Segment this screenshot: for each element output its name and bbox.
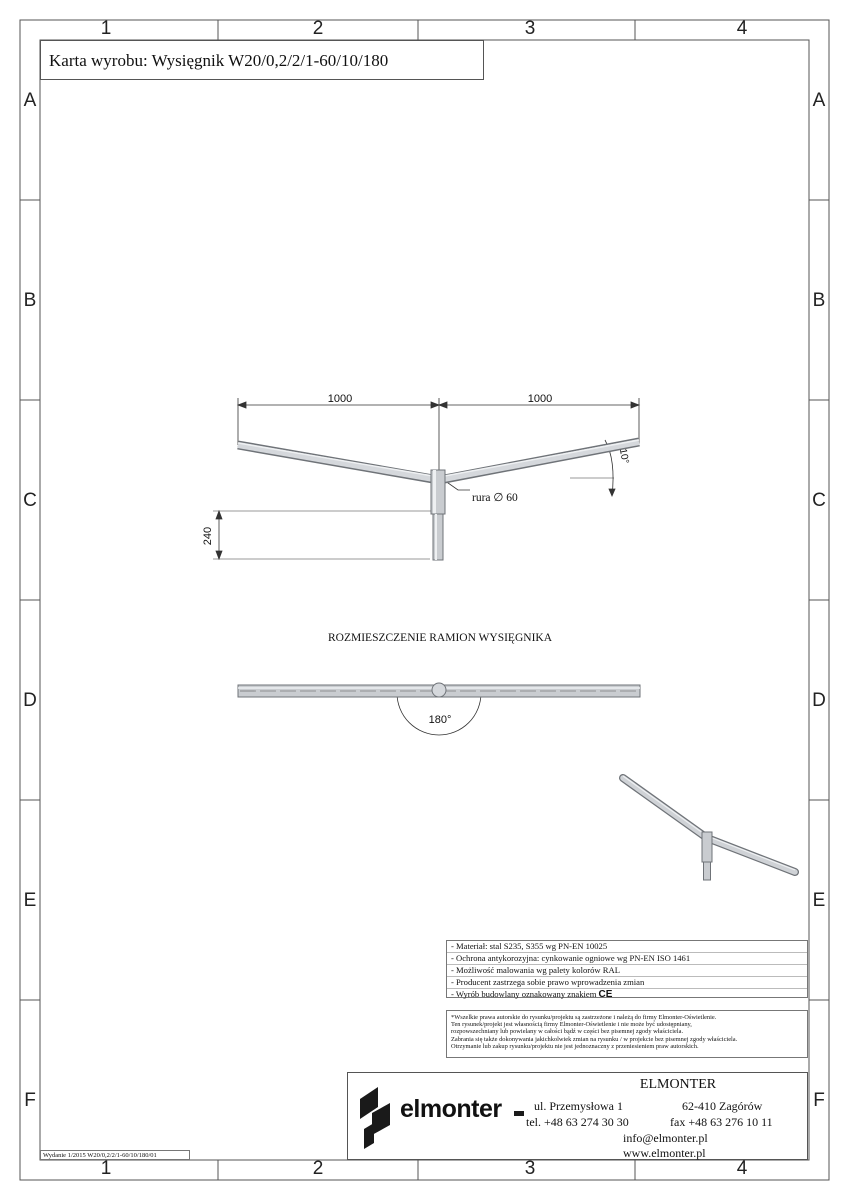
copyright-line: Otrzymanie lub zakup rysunku/projektu nie jest jednoznaczny z przeniesieniem praw autorskich. xyxy=(451,1042,699,1050)
grid-row-d-left: D xyxy=(23,690,37,711)
logo-dot xyxy=(514,1111,524,1116)
copyright-line: Zabrania się także dokonywania jakichkolwiek zmian na rysunku / w projekcie bez pisemnej zgody właściciela. xyxy=(451,1035,738,1043)
company-fax: fax +48 63 276 10 11 xyxy=(670,1115,773,1129)
dimension-right-arm: 1000 xyxy=(527,393,553,405)
product-card-title: Karta wyrobu: Wysięgnik W20/0,2/2/1-60/10/180 xyxy=(40,40,484,80)
product-notes xyxy=(446,940,808,998)
copyright-line: Ten rysunek/projekt jest własnością firmy Elmonter-Oświetlenie i nie może być udostępniany, xyxy=(451,1021,692,1029)
dimension-left-arm: 1000 xyxy=(327,393,353,405)
company-name: ELMONTER xyxy=(639,1077,717,1092)
grid-row-a-right: A xyxy=(812,90,826,111)
grid-column-4-top: 4 xyxy=(736,18,748,39)
grid-row-b-left: B xyxy=(23,290,37,311)
note-marking xyxy=(447,989,807,1000)
elmonter-logo-mark xyxy=(358,1085,394,1149)
ce-mark: CE xyxy=(598,989,613,1000)
grid-column-1-bottom: 1 xyxy=(100,1158,112,1179)
company-city: 62-410 Zagórów xyxy=(682,1099,763,1113)
section-title: ROZMIESZCZENIE RAMION WYSIĘGNIKA xyxy=(327,632,553,644)
grid-row-c-left: C xyxy=(23,490,37,511)
grid-row-f-right: F xyxy=(813,1090,825,1111)
grid-column-2-bottom: 2 xyxy=(312,1158,324,1179)
grid-row-b-right: B xyxy=(812,290,826,311)
company-title-block xyxy=(347,1072,808,1160)
pipe-diameter-label: rura ∅ 60 xyxy=(472,492,518,504)
dimension-height: 240 xyxy=(202,526,214,546)
company-street: ul. Przemysłowa 1 xyxy=(534,1099,623,1113)
edition-label: Wydanie 1/2015 W20/0,2/2/1-60/10/180/01 xyxy=(40,1150,190,1160)
grid-row-d-right: D xyxy=(812,690,826,711)
elmonter-logo-text: elmonter xyxy=(400,1095,502,1123)
note-changes: - Producent zastrzega sobie prawo wprowadzenia zmian xyxy=(447,977,807,989)
copyright-line: rozpowszechniany lub powielany w całości bądź w części bez pisemnej zgody właściciela. xyxy=(451,1028,684,1036)
note-painting: - Możliwość malowania wg palety kolorów RAL xyxy=(447,965,807,977)
copyright-line: *Wszelkie prawa autorskie do rysunku/projektu są zastrzeżone i należą do firmy Elmonter-Oświetlenie. xyxy=(451,1014,717,1021)
grid-column-3-top: 3 xyxy=(524,18,536,39)
grid-column-2-top: 2 xyxy=(312,18,324,39)
note-corrosion: - Ochrona antykorozyjna: cynkowanie ogniowe wg PN-EN ISO 1461 xyxy=(447,953,807,965)
copyright-notice xyxy=(446,1010,808,1058)
grid-row-e-right: E xyxy=(812,890,826,911)
grid-row-e-left: E xyxy=(23,890,37,911)
grid-row-a-left: A xyxy=(23,90,37,111)
company-phone: tel. +48 63 274 30 30 xyxy=(526,1115,629,1129)
company-email: info@elmonter.pl xyxy=(623,1131,708,1145)
angle-arm-label: 10° xyxy=(616,447,631,465)
angle-spread-label: 180° xyxy=(428,714,452,726)
note-marking-text: - Wyrób budowlany oznakowany znakiem xyxy=(451,989,597,999)
note-material: - Materiał: stal S235, S355 wg PN-EN 10025 xyxy=(447,941,807,953)
grid-column-4-bottom: 4 xyxy=(736,1158,748,1179)
company-website: www.elmonter.pl xyxy=(623,1146,706,1160)
grid-row-c-right: C xyxy=(812,490,826,511)
grid-column-3-bottom: 3 xyxy=(524,1158,536,1179)
grid-column-1-top: 1 xyxy=(100,18,112,39)
grid-row-f-left: F xyxy=(24,1090,36,1111)
